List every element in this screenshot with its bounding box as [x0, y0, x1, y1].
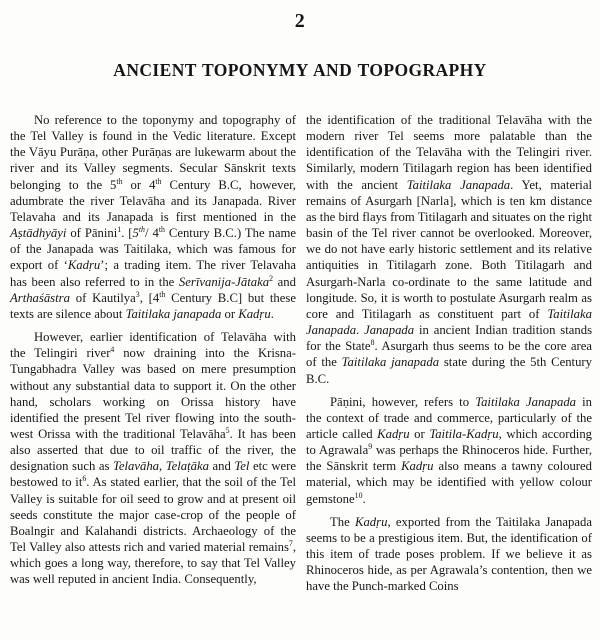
- text-columns: [0, 112, 600, 595]
- paragraph: The Kadṛu, exported from the Taitilaka Janapada seems to be a prestigious item. But, the identification of this item of trade poses problem. If we believe it as Rhinoceros hide, as per Agrawala’s contention, then we have the Punch-marked Coins: [306, 514, 592, 594]
- text-column-left: [10, 112, 296, 595]
- paragraph: However, earlier identification of Telavāha with the Telingiri river$^4$ now draining into the Krisna-Tungabhadra Valley was based on mere presumption without any substantial data to support it. On the other hand, scholars working on Orissa history have identified the present Tel river flowing into the south-west Orissa with the traditional Telavāha$^5$. It has been also asserted that due to oil traffic of the river, the designation such as Telavāha, Telaṭāka and Tel etc were bestowed to $it^6$. As stated earlier, that the soil of the Tel Valley is suitable for oil seed to grow and at present oil seeds constitute the major case-crop of the people of Boalngir and Kalahandi districts. Archaeology of the Tel Valley also attests rich and varied material remains$^7$, which goes a long way, therefore, to say that Tel Valley was well reputed in ancient India. Consequently,: [10, 330, 296, 587]
- paragraph: Pāṇini, however, refers to Taitilaka Janapada in the context of trade and commerce, particularly of the article called Kadṛu or Taitila-Kadṛu, which according to Agrawala$^9$ was perhaps the Rhinoceros hide. Further, the Sānskrit term Kadṛu also means a tawny coloured material, which may be identified with yellow colour gemstone$^{10}$.: [306, 394, 593, 506]
- page-title: ANCIENT TOPONYMY AND TOPOGRAPHY: [113, 60, 487, 80]
- chapter-number: 2: [294, 10, 306, 32]
- paragraph: the identification of the traditional Telavāha with the modern river Tel seems more palatable than the identification of the Telavāha with the Telingiri river. Similarly, modern Titilagarh region has been identified with the ancient Taitilaka Janapada. Yet, material remains of Asurgarh [Narla], which is ten km distance as the bird flays from Titilagarh and situates on the right basin of the Tel river cannot be overlooked. Moreover, we do not have early historic settlement and its relative antiquities in Titilagarh zone. Both Titilagarh and Asurgarh-Narla co-ordinate to the same latitude and longitude. So, it is worth to postulate Asurgarh realm as core and Titilagarh as constituent part of Taitilaka Janapada. Janapada in ancient Indian tradition stands for the State$^8$. Asurgarh thus seems to be the core area of the Taitilaka janapada state during the 5th Century B.C.: [306, 113, 593, 386]
- paragraph: No reference to the toponymy and topography of the Tel Valley is found in the Vedic literature. Except the Vāyu Purāṇa, other Purāṇas are lukewarm about the river and its Valley segments. Secular Sānskrit texts belonging to the 5th or 4th Century B.C, however, adumbrate the river Telavāha and its Janapada. River Telavaha and its Janapada is first mentioned in the Aṣtādhyāyi of Pānini$^1$. [5th/ 4th Century B.C.) The name of the Janapada was Taitilaka, which was famous for export of ‘Kadṛu’; a trading item. The river Telavaha has been also referred to in the Serīvanija-Jātaka$^2$ and Arthaśāstra of Kautilya$^3$, [4th Century B.C] but these texts are silence about Taitilaka janapada or Kadṛu.: [10, 113, 297, 321]
- text-column-right: [306, 112, 592, 595]
